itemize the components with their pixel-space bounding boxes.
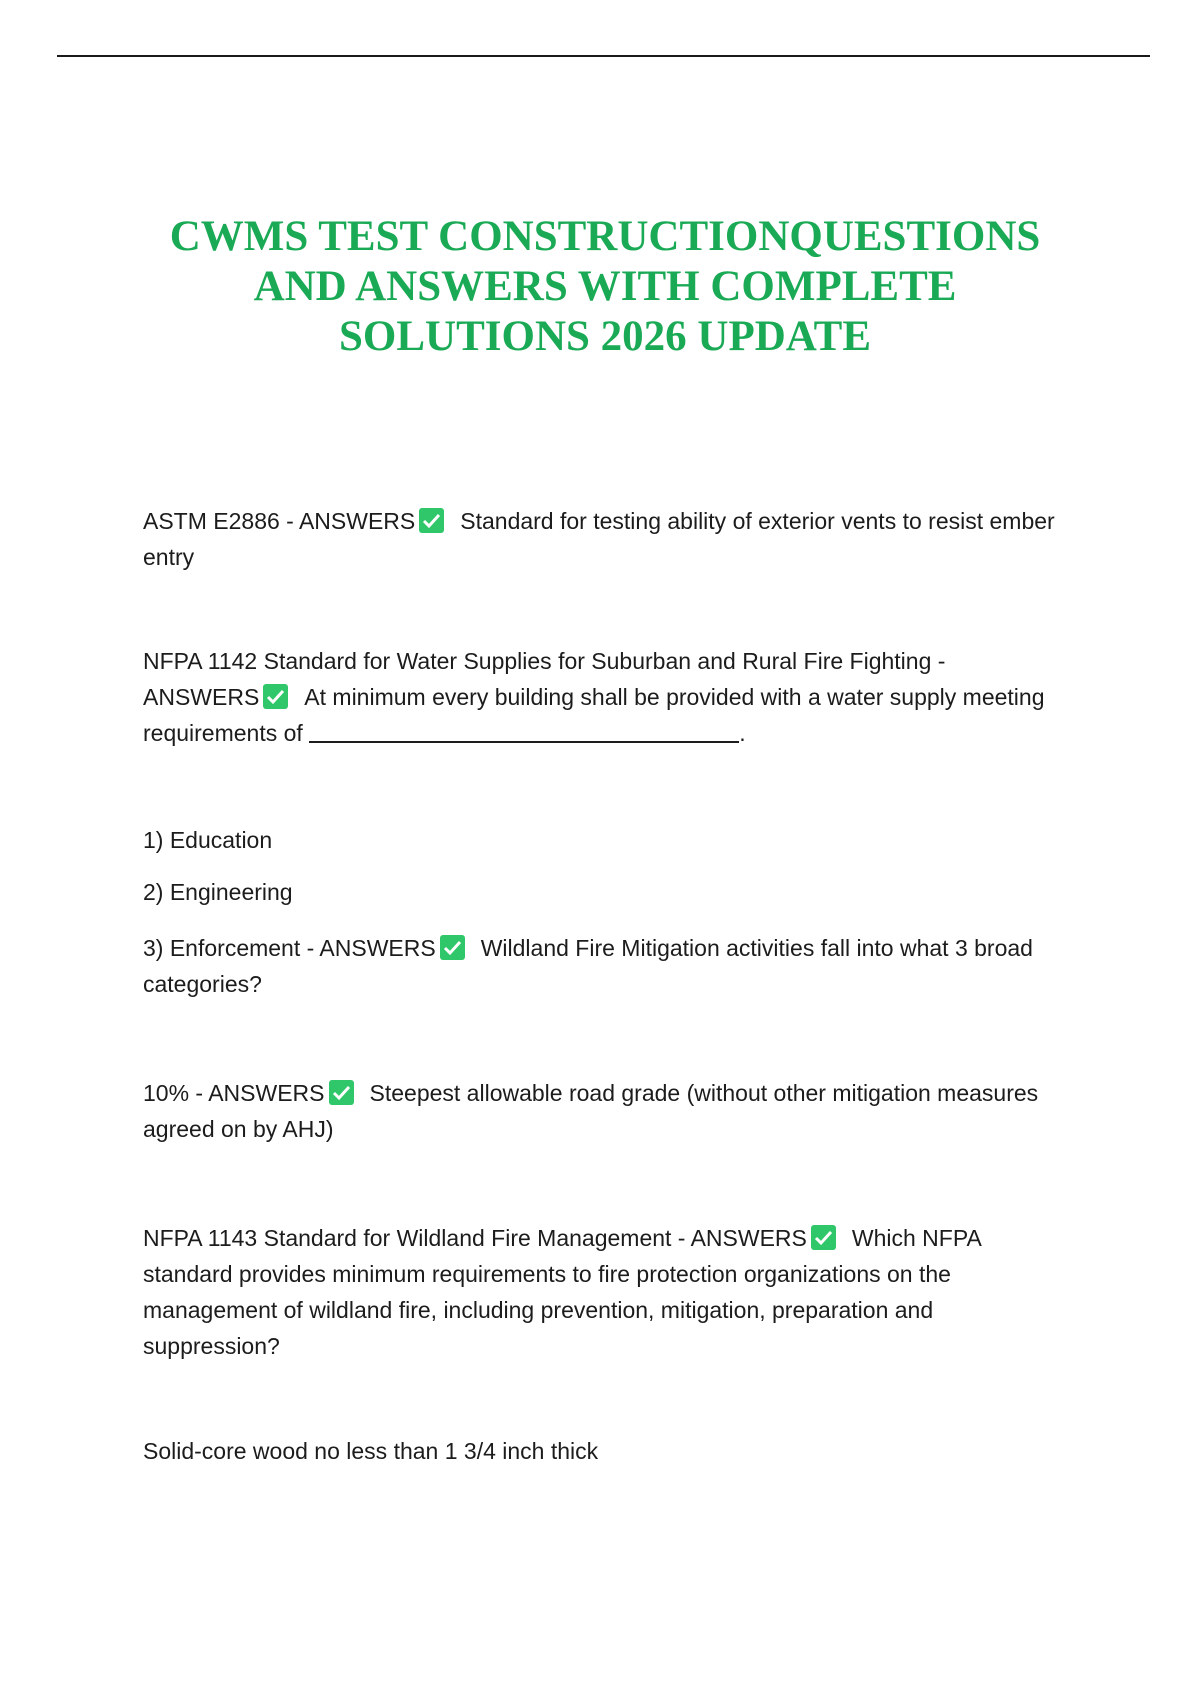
fill-in-blank <box>309 717 739 743</box>
entry-end: . <box>739 720 746 746</box>
entry-text: Steepest allowable road grade (without other mitigation measures agreed on by AHJ) <box>143 1080 1039 1142</box>
check-badge-icon <box>440 935 465 960</box>
list-item <box>143 874 1063 910</box>
qa-entry-astm-e2886 <box>143 503 1063 575</box>
qa-entry-nfpa-1142 <box>143 643 1063 751</box>
entry-text: Wildland Fire Mitigation activities fall into what 3 broad categories? <box>143 935 1033 997</box>
list-item-text: 1) Education <box>143 827 273 853</box>
check-badge-icon <box>419 508 444 533</box>
qa-entry-enforcement <box>143 930 1063 1002</box>
entry-text: Standard for testing ability of exterior vents to resist ember entry <box>143 508 1055 570</box>
entry-text: At minimum every building shall be provided with a water supply meeting requirements of <box>143 684 1045 746</box>
entry-prefix: NFPA 1143 Standard for Wildland Fire Management - ANSWERS <box>143 1225 807 1251</box>
title-line-1: CWMS TEST CONSTRUCTIONQUESTIONS <box>169 213 1041 260</box>
check-badge-icon <box>811 1225 836 1250</box>
document-title <box>120 212 1090 362</box>
title-line-3: SOLUTIONS 2026 UPDATE <box>338 313 872 360</box>
list-item-text: 2) Engineering <box>143 879 293 905</box>
qa-entry-road-grade <box>143 1075 1063 1147</box>
entry-prefix: 10% - ANSWERS <box>143 1080 325 1106</box>
qa-entry-solid-core <box>143 1433 1063 1469</box>
entry-prefix: 3) Enforcement - ANSWERS <box>143 935 436 961</box>
entry-text: Which NFPA standard provides minimum requirements to fire protection organizations on the management of wildland fire, including prevention, mitigation, preparation and suppression? <box>143 1225 981 1359</box>
qa-entry-nfpa-1143 <box>143 1220 1063 1364</box>
list-item <box>143 822 1063 858</box>
check-badge-icon <box>263 684 288 709</box>
entry-prefix: Solid-core wood no less than 1 3/4 inch thick <box>143 1438 599 1464</box>
entry-prefix: ASTM E2886 - ANSWERS <box>143 508 416 534</box>
check-badge-icon <box>329 1080 354 1105</box>
entry-prefix: NFPA 1142 Standard for Water Supplies for Suburban and Rural Fire Fighting - ANSWERS <box>143 648 946 710</box>
top-rule <box>57 55 1150 57</box>
title-line-2: AND ANSWERS WITH COMPLETE <box>253 263 957 310</box>
